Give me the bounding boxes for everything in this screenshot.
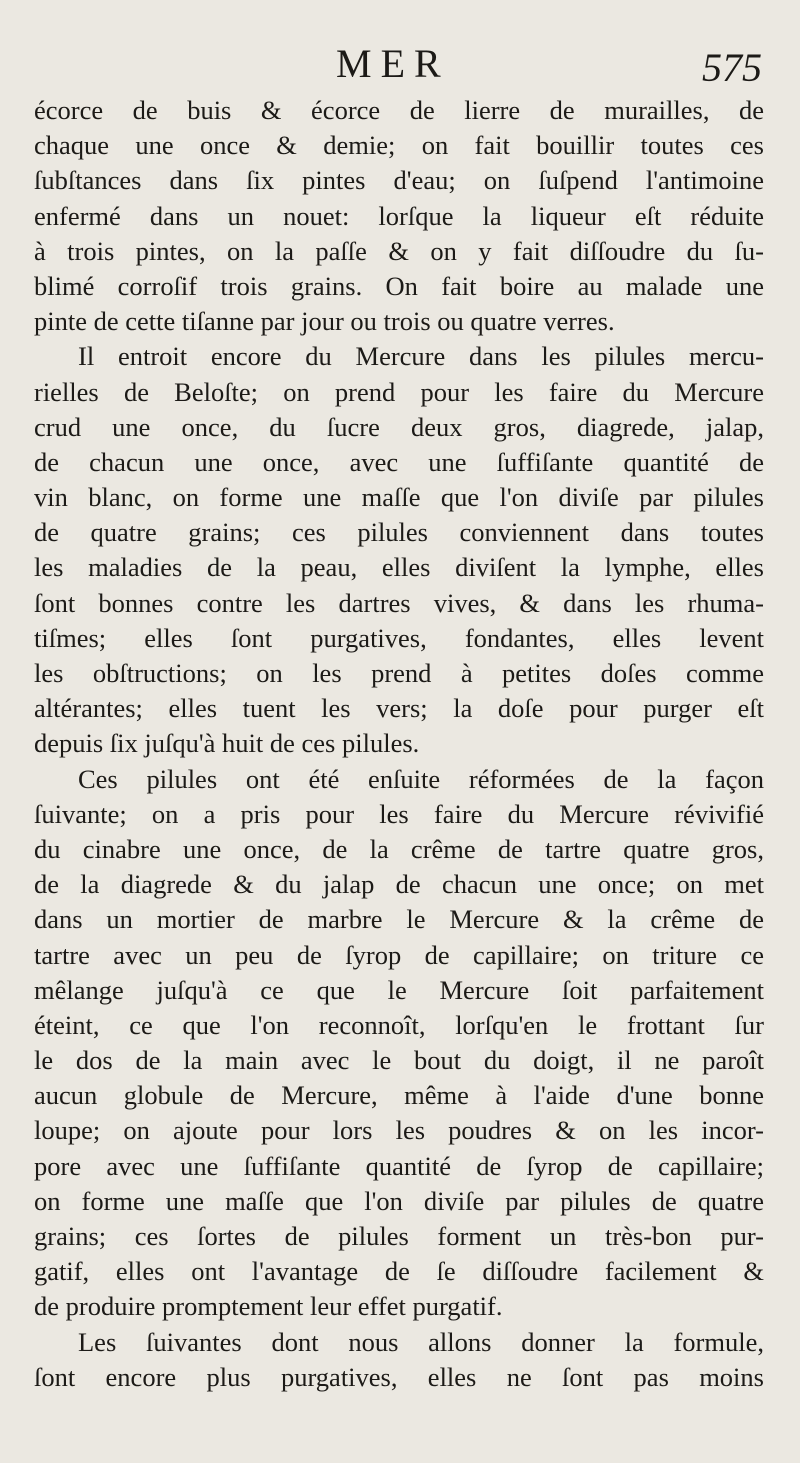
text-line: du cinabre une once, de la crême de tartre quatre gros,	[34, 833, 764, 864]
text-line: mêlange juſqu'à ce que le Mercure ſoit parfaitement	[34, 974, 764, 1005]
text-line: blimé corroſif trois grains. On fait boire au malade une	[34, 270, 764, 301]
text-line: les maladies de la peau, elles diviſent la lymphe, elles	[34, 552, 764, 583]
text-line: ſont encore plus purgatives, elles ne ſont pas moins	[34, 1361, 764, 1392]
text-line: aucun globule de Mercure, même à l'aide d'une bonne	[34, 1080, 764, 1111]
page-header	[0, 38, 800, 94]
text-line: depuis ſix juſqu'à huit de ces pilules.	[34, 728, 420, 759]
text-line: tartre avec un peu de ſyrop de capillaire; on triture ce	[34, 939, 764, 970]
text-line: ſont bonnes contre les dartres vives, & dans les rhuma-	[34, 587, 764, 618]
text-line: altérantes; elles tuent les vers; la doſe pour purger eſt	[34, 693, 764, 724]
text-line: loupe; on ajoute pour lors les poudres & on les incor-	[34, 1115, 764, 1146]
text-line: de quatre grains; ces pilules conviennent dans toutes	[34, 517, 764, 548]
text-line: dans un mortier de marbre le Mercure & la crême de	[34, 904, 764, 935]
text-line: ſubſtances dans ſix pintes d'eau; on ſuſpend l'antimoine	[34, 165, 764, 196]
body-text	[34, 93, 764, 1395]
text-line: on forme une maſſe que l'on diviſe par pilules de quatre	[34, 1185, 764, 1216]
text-line: Il entroit encore du Mercure dans les pilules mercu-	[78, 341, 764, 372]
text-line: chaque une once & demie; on fait bouillir toutes ces	[34, 130, 764, 161]
text-line: Ces pilules ont été enſuite réformées de la façon	[78, 763, 764, 794]
text-line: à trois pintes, on la paſſe & on y fait diſſoudre du ſu-	[34, 235, 764, 266]
page-number: 575	[702, 45, 762, 90]
text-line: vin blanc, on forme une maſſe que l'on diviſe par pilules	[34, 482, 764, 513]
text-line: gatif, elles ont l'avantage de ſe diſſoudre facilement &	[34, 1256, 764, 1287]
running-head: MER	[336, 41, 450, 86]
text-line: les obſtructions; on les prend à petites doſes comme	[34, 658, 764, 688]
text-line: pinte de cette tiſanne par jour ou trois ou quatre verres.	[34, 306, 615, 337]
text-line: éteint, ce que l'on reconnoît, lorſqu'en le frottant ſur	[34, 1009, 764, 1040]
text-line: tiſmes; elles ſont purgatives, fondantes, elles levent	[34, 622, 764, 653]
text-line: crud une once, du ſucre deux gros, diagrede, jalap,	[34, 411, 764, 442]
text-line: de la diagrede & du jalap de chacun une once; on met	[34, 869, 764, 900]
text-line: de chacun une once, avec une ſuffiſante quantité de	[34, 446, 764, 477]
text-line: écorce de buis & écorce de lierre de murailles, de	[34, 95, 764, 125]
text-line: pore avec une ſuffiſante quantité de ſyrop de capillaire;	[34, 1150, 764, 1181]
text-line: le dos de la main avec le bout du doigt, il ne paroît	[34, 1045, 764, 1076]
text-line: rielles de Beloſte; on prend pour les faire du Mercure	[34, 376, 764, 407]
text-line: enfermé dans un nouet: lorſque la liqueur eſt réduite	[34, 200, 764, 231]
text-line: Les ſuivantes dont nous allons donner la formule,	[78, 1326, 764, 1357]
text-line: de produire promptement leur effet purgatif.	[34, 1291, 503, 1322]
text-line: ſuivante; on a pris pour les faire du Mercure révivifié	[34, 798, 764, 829]
text-line: grains; ces ſortes de pilules forment un très-bon pur-	[34, 1221, 764, 1251]
